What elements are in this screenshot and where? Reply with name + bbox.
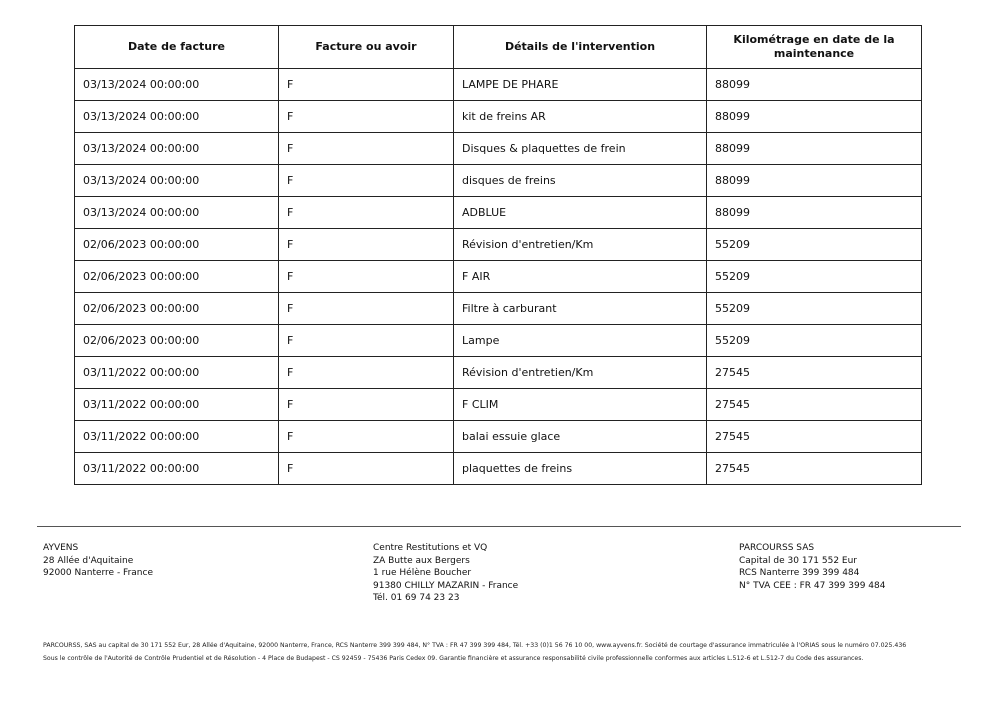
cell-invoice-type: F	[279, 261, 454, 293]
cell-mileage: 88099	[707, 133, 922, 165]
cell-invoice-date: 02/06/2023 00:00:00	[75, 229, 279, 261]
cell-intervention-details: Lampe	[454, 325, 707, 357]
cell-invoice-type: F	[279, 101, 454, 133]
cell-invoice-date: 03/13/2024 00:00:00	[75, 133, 279, 165]
cell-invoice-date: 02/06/2023 00:00:00	[75, 325, 279, 357]
table-row	[75, 293, 922, 325]
cell-invoice-date: 02/06/2023 00:00:00	[75, 293, 279, 325]
cell-intervention-details: Disques & plaquettes de frein	[454, 133, 707, 165]
footer-line: ZA Butte aux Bergers	[373, 555, 470, 566]
cell-mileage: 88099	[707, 69, 922, 101]
cell-intervention-details: Révision d'entretien/Km	[454, 229, 707, 261]
cell-invoice-type: F	[279, 325, 454, 357]
cell-invoice-type: F	[279, 357, 454, 389]
cell-mileage: 88099	[707, 165, 922, 197]
cell-intervention-details: disques de freins	[454, 165, 707, 197]
footer-line: 92000 Nanterre - France	[43, 568, 153, 578]
cell-invoice-type: F	[279, 389, 454, 421]
footer-line: 91380 CHILLY MAZARIN - France	[373, 580, 519, 591]
header-intervention-details: Détails de l'intervention	[454, 26, 707, 69]
cell-mileage: 55209	[707, 325, 922, 357]
cell-invoice-date: 03/11/2022 00:00:00	[75, 389, 279, 421]
cell-mileage: 27545	[707, 421, 922, 453]
footer-divider	[37, 526, 961, 527]
footer-line: Capital de 30 171 552 Eur	[739, 555, 858, 566]
cell-intervention-details: F AIR	[454, 261, 707, 293]
cell-invoice-type: F	[279, 133, 454, 165]
table-row	[75, 261, 922, 293]
cell-mileage: 88099	[707, 197, 922, 229]
cell-intervention-details: balai essuie glace	[454, 421, 707, 453]
cell-invoice-type: F	[279, 165, 454, 197]
cell-invoice-date: 03/13/2024 00:00:00	[75, 197, 279, 229]
cell-invoice-type: F	[279, 197, 454, 229]
cell-mileage: 27545	[707, 357, 922, 389]
table-row	[75, 133, 922, 165]
footer-line: 1 rue Hélène Boucher	[373, 568, 472, 578]
cell-invoice-date: 03/11/2022 00:00:00	[75, 421, 279, 453]
cell-mileage: 27545	[707, 453, 922, 485]
table-header-row	[75, 26, 922, 69]
cell-invoice-type: F	[279, 453, 454, 485]
cell-intervention-details: Filtre à carburant	[454, 293, 707, 325]
cell-invoice-date: 03/11/2022 00:00:00	[75, 453, 279, 485]
cell-invoice-type: F	[279, 293, 454, 325]
cell-invoice-date: 03/11/2022 00:00:00	[75, 357, 279, 389]
cell-intervention-details: kit de freins AR	[454, 101, 707, 133]
table-row	[75, 229, 922, 261]
table-row	[75, 453, 922, 485]
cell-mileage: 27545	[707, 389, 922, 421]
footer-address-ayvens	[43, 542, 153, 580]
cell-mileage: 55209	[707, 229, 922, 261]
footer-line: RCS Nanterre 399 399 484	[739, 568, 860, 578]
table-row	[75, 357, 922, 389]
cell-invoice-type: F	[279, 421, 454, 453]
header-invoice-or-credit: Facture ou avoir	[279, 26, 454, 69]
footer-company-info	[739, 542, 885, 592]
cell-invoice-date: 03/13/2024 00:00:00	[75, 101, 279, 133]
table-row	[75, 325, 922, 357]
cell-mileage: 55209	[707, 293, 922, 325]
cell-intervention-details: Révision d'entretien/Km	[454, 357, 707, 389]
cell-intervention-details: LAMPE DE PHARE	[454, 69, 707, 101]
cell-mileage: 55209	[707, 261, 922, 293]
footer-line: AYVENS	[43, 543, 79, 553]
legal-notice-line-1: PARCOURSS, SAS au capital de 30 171 552 Eur, 28 Allée d'Aquitaine, 92000 Nanterre, France, RCS Nanterre 399 399 484, N° TVA : FR 47 399 399 484, Tél. +33 (0)1 56 76 10 00, www.ayvens.fr. Société de courtage d'assurance immatriculée à l'ORIAS sous le numéro 07.025.436	[43, 642, 907, 649]
table-row	[75, 197, 922, 229]
footer-line: Tél. 01 69 74 23 23	[373, 593, 460, 603]
table-row	[75, 421, 922, 453]
cell-intervention-details: F CLIM	[454, 389, 707, 421]
footer-line: PARCOURSS SAS	[739, 543, 815, 553]
footer-line: 28 Allée d'Aquitaine	[43, 555, 134, 566]
cell-invoice-type: F	[279, 229, 454, 261]
maintenance-table	[74, 25, 922, 485]
legal-notice-line-2: Sous le contrôle de l'Autorité de Contrôle Prudentiel et de Résolution - 4 Place de Budapest - CS 92459 - 75436 Paris Cedex 09. Garantie financière et assurance responsabilité civile professionnelle conformes aux articles L.512-6 et L.512-7 du Code des assurances.	[43, 655, 864, 662]
footer-line: N° TVA CEE : FR 47 399 399 484	[739, 580, 886, 591]
table-row	[75, 389, 922, 421]
footer-line: Centre Restitutions et VQ	[373, 543, 488, 553]
cell-invoice-type: F	[279, 69, 454, 101]
table-row	[75, 165, 922, 197]
cell-intervention-details: plaquettes de freins	[454, 453, 707, 485]
cell-invoice-date: 03/13/2024 00:00:00	[75, 69, 279, 101]
header-mileage: Kilométrage en date de la maintenance	[707, 26, 922, 69]
cell-invoice-date: 03/13/2024 00:00:00	[75, 165, 279, 197]
table-row	[75, 101, 922, 133]
cell-mileage: 88099	[707, 101, 922, 133]
cell-intervention-details: ADBLUE	[454, 197, 707, 229]
table-row	[75, 69, 922, 101]
cell-invoice-date: 02/06/2023 00:00:00	[75, 261, 279, 293]
footer-address-restitution-center	[373, 542, 518, 605]
header-invoice-date: Date de facture	[75, 26, 279, 69]
